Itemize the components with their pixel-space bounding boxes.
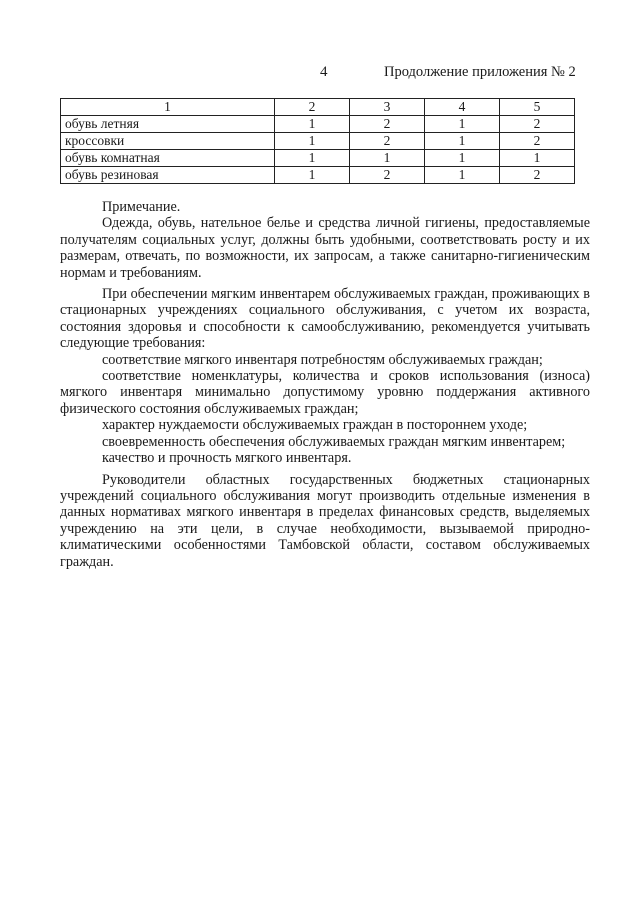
note-paragraph: При обеспечении мягким инвентарем обслуживаемых граждан, проживающих в стационарных учреждениях социального обслуживания, с учетом их возраста, состояния здоровья и способности к самообслуживанию, рекомендуется учитывать следующие требования: — [60, 286, 590, 352]
table-header-row — [61, 99, 575, 116]
column-header: 3 — [350, 99, 425, 116]
requirement-item: соответствие мягкого инвентаря потребностям обслуживаемых граждан; — [102, 351, 543, 368]
table-cell: 2 — [500, 133, 575, 150]
table-cell: 2 — [350, 167, 425, 184]
item-name: обувь резиновая — [61, 167, 275, 184]
note-paragraph: Руководители областных государственных бюджетных стационарных учреждений социального обслуживания могут производить отдельные изменения в данных нормативах мягкого инвентаря в пределах финансовых средств, выделяемых учреждению на эти цели, в случае необходимости, вызываемой природно-климатическими особенностями Тамбовской области, составом обслуживаемых граждан. — [60, 471, 590, 570]
table-cell: 1 — [425, 150, 500, 167]
table-cell: 2 — [350, 133, 425, 150]
table-cell: 2 — [500, 167, 575, 184]
page-number: 4 — [320, 64, 328, 80]
column-header: 1 — [61, 99, 275, 116]
table-row — [61, 150, 575, 167]
table-cell: 1 — [275, 150, 350, 167]
table-row — [61, 116, 575, 133]
table-row — [61, 133, 575, 150]
requirement-item: характер нуждаемости обслуживаемых граждан в постороннем уходе; — [102, 417, 528, 434]
requirement-item: своевременность обеспечения обслуживаемых граждан мягким инвентарем; — [102, 433, 566, 450]
table-cell: 1 — [425, 116, 500, 133]
inventory-table — [60, 98, 575, 184]
note-heading: Примечание. — [102, 199, 181, 215]
table-cell: 1 — [350, 150, 425, 167]
note-paragraph: Одежда, обувь, нательное белье и средства личной гигиены, предоставляемые получателям социальных услуг, должны быть удобными, соответствовать росту и их размерам, отвечать, по возможности, их запросам, а также санитарно-гигиеническим нормам и требованиям. — [60, 215, 590, 281]
table-row — [61, 167, 575, 184]
table-cell: 1 — [425, 167, 500, 184]
appendix-continuation-header: Продолжение приложения № 2 — [384, 64, 576, 80]
item-name: кроссовки — [61, 133, 275, 150]
table-cell: 1 — [275, 116, 350, 133]
requirement-item: соответствие номенклатуры, количества и сроков использования (износа) мягкого инвентаря минимально допустимому уровню поддержания активного физического состояния обслуживаемых граждан; — [60, 368, 590, 417]
table-cell: 1 — [425, 133, 500, 150]
note-section — [60, 199, 590, 570]
column-header: 5 — [500, 99, 575, 116]
table-cell: 2 — [350, 116, 425, 133]
column-header: 4 — [425, 99, 500, 116]
requirement-item: качество и прочность мягкого инвентаря. — [102, 450, 352, 467]
item-name: обувь летняя — [61, 116, 275, 133]
table-cell: 2 — [500, 116, 575, 133]
table-cell: 1 — [275, 133, 350, 150]
table-cell: 1 — [275, 167, 350, 184]
table-cell: 1 — [500, 150, 575, 167]
column-header: 2 — [275, 99, 350, 116]
item-name: обувь комнатная — [61, 150, 275, 167]
